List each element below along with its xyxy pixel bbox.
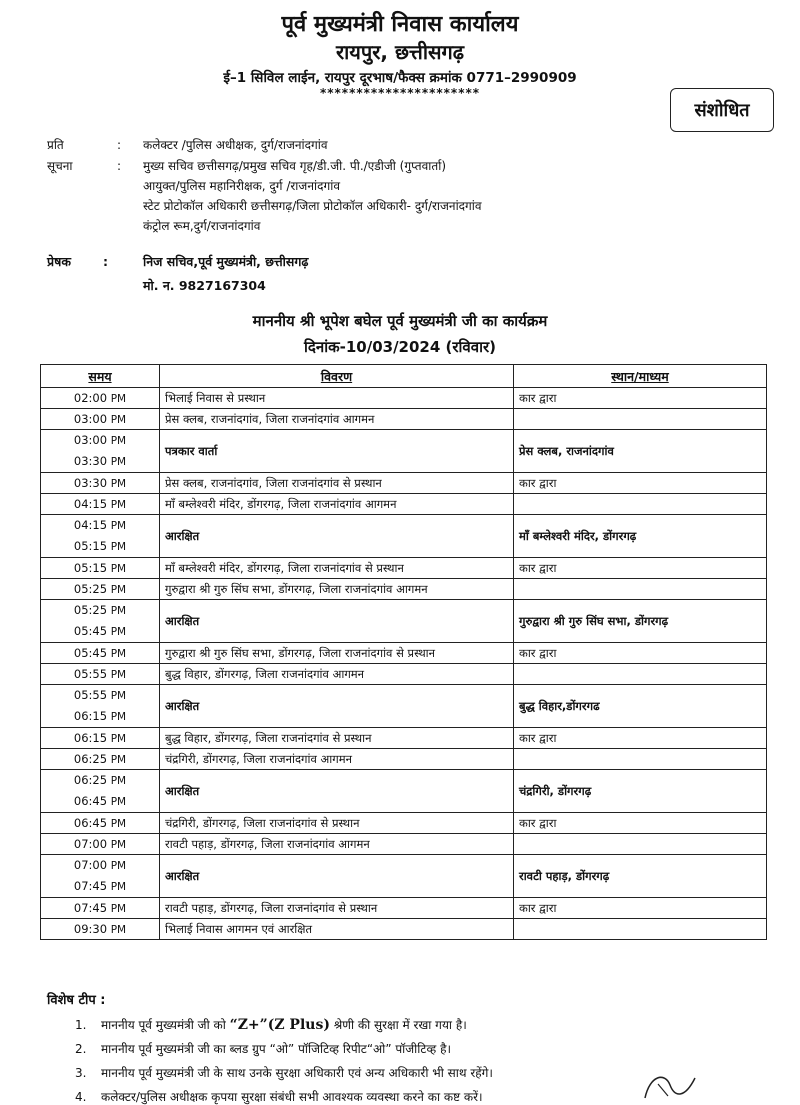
place-cell: गुरुद्वारा श्री गुरु सिंघ सभा, डोंगरगढ़ [514, 600, 767, 643]
time-period: PM [110, 881, 127, 893]
time-period: PM [110, 796, 127, 808]
revised-stamp: संशोधित [670, 88, 774, 132]
note-text: श्रेणी की सुरक्षा में रखा गया है। [329, 1018, 467, 1032]
place-cell: कार द्वारा [514, 473, 767, 494]
place-cell: कार द्वारा [514, 728, 767, 749]
time-value: 06:15 [73, 709, 108, 723]
table-row [41, 834, 767, 855]
time-cell [41, 388, 160, 409]
table-row [41, 919, 767, 940]
note-text: माननीय पूर्व मुख्यमंत्री जी का ब्लड ग्रुप “ओ” पॉजिटिव्ह रिपीट“ओ” पॉजीटिव्ह है। [101, 1042, 452, 1056]
time-period: PM [110, 605, 127, 617]
time-cell [41, 600, 160, 643]
note-item [75, 1064, 493, 1081]
time-cell [41, 749, 160, 770]
table-row [41, 770, 767, 813]
time-cell [41, 515, 160, 558]
time-period: PM [110, 626, 127, 638]
separator-stars: ********************** [319, 86, 481, 100]
details-cell: माँ बम्लेश्वरी मंदिर, डोंगरगढ़, जिला राजनांदगांव आगमन [160, 494, 514, 515]
place-cell: रावटी पहाड़, डोंगरगढ़ [514, 855, 767, 898]
table-row [41, 430, 767, 473]
table-row [41, 643, 767, 664]
time-period: PM [110, 478, 127, 490]
details-cell: आरक्षित [160, 515, 514, 558]
to-value: कलेक्टर /पुलिस अधीक्षक, दुर्ग/राजनांदगांव [143, 138, 328, 152]
place-cell [514, 409, 767, 430]
note-number: 4. [75, 1090, 87, 1104]
table-row [41, 855, 767, 898]
note-number: 2. [75, 1042, 87, 1056]
time-period: PM [110, 669, 127, 681]
details-cell: माँ बम्लेश्वरी मंदिर, डोंगरगढ़, जिला राजनांदगांव से प्रस्थान [160, 558, 514, 579]
notes-heading: विशेष टीप : [47, 993, 106, 1008]
time-period: PM [110, 754, 127, 766]
table-row [41, 579, 767, 600]
time-value: 07:00 [73, 837, 108, 851]
place-cell [514, 834, 767, 855]
time-period: PM [110, 733, 127, 745]
place-cell: कार द्वारा [514, 388, 767, 409]
time-cell [41, 834, 160, 855]
place-cell: माँ बम्लेश्वरी मंदिर, डोंगरगढ़ [514, 515, 767, 558]
col-header-time: समय [41, 365, 160, 388]
schedule-table [40, 364, 767, 940]
info-label: सूचना [47, 159, 73, 173]
details-cell: आरक्षित [160, 855, 514, 898]
place-cell: बुद्ध विहार,डोंगरगढ [514, 685, 767, 728]
time-value: 05:55 [73, 688, 108, 702]
table-row [41, 898, 767, 919]
note-number: 1. [75, 1018, 87, 1032]
time-cell [41, 558, 160, 579]
time-cell [41, 685, 160, 728]
time-value: 02:00 [73, 391, 108, 405]
place-cell [514, 664, 767, 685]
details-cell: आरक्षित [160, 770, 514, 813]
details-cell: पत्रकार वार्ता [160, 430, 514, 473]
place-cell: कार द्वारा [514, 898, 767, 919]
time-value: 05:45 [73, 624, 108, 638]
details-cell: भिलाई निवास से प्रस्थान [160, 388, 514, 409]
note-item [75, 1040, 451, 1057]
time-cell [41, 409, 160, 430]
details-cell: प्रेस क्लब, राजनांदगांव, जिला राजनांदगांव आगमन [160, 409, 514, 430]
place-cell [514, 749, 767, 770]
time-period: PM [110, 541, 127, 553]
note-emphasis: “Z+”(Z Plus) [229, 1017, 330, 1033]
note-text: माननीय पूर्व मुख्यमंत्री जी के साथ उनके सुरक्षा अधिकारी एवं अन्य अधिकारी भी साथ रहेंगे। [101, 1066, 493, 1080]
table-header-row [41, 365, 767, 388]
note-item [75, 1016, 467, 1033]
office-city: रायपुर, छत्तीसगढ़ [335, 40, 465, 64]
place-cell [514, 919, 767, 940]
office-title: पूर्व मुख्यमंत्री निवास कार्यालय [281, 12, 519, 37]
time-cell [41, 855, 160, 898]
sender-phone: मो. न. 9827167304 [143, 278, 266, 293]
info-line: स्टेट प्रोटोकॉल अधिकारी छत्तीसगढ़/जिला प्रोटोकॉल अधिकारी- दुर्ग/राजनांदगांव [143, 199, 482, 213]
time-period: PM [110, 648, 127, 660]
place-cell: कार द्वारा [514, 813, 767, 834]
info-line: आयुक्त/पुलिस महानिरीक्षक, दुर्ग /राजनांदगांव [143, 179, 340, 193]
table-row [41, 515, 767, 558]
time-value: 03:30 [73, 476, 108, 490]
time-cell [41, 664, 160, 685]
time-value: 05:25 [73, 603, 108, 617]
place-cell [514, 494, 767, 515]
table-row [41, 409, 767, 430]
time-cell [41, 494, 160, 515]
time-cell [41, 898, 160, 919]
time-value: 06:15 [73, 731, 108, 745]
details-cell: भिलाई निवास आगमन एवं आरक्षित [160, 919, 514, 940]
details-cell: आरक्षित [160, 685, 514, 728]
time-value: 03:00 [73, 412, 108, 426]
table-row [41, 813, 767, 834]
time-period: PM [110, 924, 127, 936]
details-cell: चंद्रगिरी, डोंगरगढ़, जिला राजनांदगांव से प्रस्थान [160, 813, 514, 834]
table-row [41, 494, 767, 515]
place-cell: प्रेस क्लब, राजनांदगांव [514, 430, 767, 473]
time-value: 06:25 [73, 773, 108, 787]
time-value: 06:45 [73, 816, 108, 830]
table-row [41, 685, 767, 728]
table-row [41, 558, 767, 579]
time-period: PM [110, 563, 127, 575]
time-value: 05:55 [73, 667, 108, 681]
time-period: PM [110, 520, 127, 532]
time-cell [41, 579, 160, 600]
col-header-details: विवरण [160, 365, 514, 388]
note-text: कलेक्टर/पुलिस अधीक्षक कृपया सुरक्षा संबंधी सभी आवश्यक व्यवस्था करने का कष्ट करें। [101, 1090, 483, 1104]
time-value: 07:00 [73, 858, 108, 872]
time-period: PM [110, 860, 127, 872]
time-value: 03:00 [73, 433, 108, 447]
details-cell: प्रेस क्लब, राजनांदगांव, जिला राजनांदगांव से प्रस्थान [160, 473, 514, 494]
table-row [41, 600, 767, 643]
details-cell: चंद्रगिरी, डोंगरगढ़, जिला राजनांदगांव आगमन [160, 749, 514, 770]
office-address: ई–1 सिविल लाईन, रायपुर दूरभाष/फैक्स क्रमांक 0771–2990909 [223, 70, 577, 86]
table-row [41, 664, 767, 685]
time-cell [41, 430, 160, 473]
time-period: PM [110, 690, 127, 702]
to-colon: : [117, 138, 122, 152]
time-period: PM [110, 584, 127, 596]
time-period: PM [110, 818, 127, 830]
place-cell: कार द्वारा [514, 558, 767, 579]
time-period: PM [110, 839, 127, 851]
place-cell: कार द्वारा [514, 643, 767, 664]
col-header-place: स्थान/माध्यम [514, 365, 767, 388]
time-value: 06:25 [73, 752, 108, 766]
sender-name: निज सचिव,पूर्व मुख्यमंत्री, छत्तीसगढ़ [143, 254, 309, 269]
info-colon: : [117, 159, 122, 173]
time-period: PM [110, 775, 127, 787]
info-line: कंट्रोल रूम,दुर्ग/राजनांदगांव [143, 219, 261, 233]
table-row [41, 749, 767, 770]
note-text: माननीय पूर्व मुख्यमंत्री जी को [101, 1018, 230, 1032]
details-cell: बुद्ध विहार, डोंगरगढ़, जिला राजनांदगांव आगमन [160, 664, 514, 685]
details-cell: गुरुद्वारा श्री गुरु सिंघ सभा, डोंगरगढ़, जिला राजनांदगांव आगमन [160, 579, 514, 600]
place-cell [514, 579, 767, 600]
time-value: 05:15 [73, 539, 108, 553]
note-number: 3. [75, 1066, 87, 1080]
table-row [41, 728, 767, 749]
details-cell: गुरुद्वारा श्री गुरु सिंघ सभा, डोंगरगढ़, जिला राजनांदगांव से प्रस्थान [160, 643, 514, 664]
time-period: PM [110, 711, 127, 723]
note-item [75, 1088, 483, 1105]
time-period: PM [110, 456, 127, 468]
time-cell [41, 728, 160, 749]
details-cell: रावटी पहाड़, डोंगरगढ़, जिला राजनांदगांव आगमन [160, 834, 514, 855]
info-line: मुख्य सचिव छत्तीसगढ़/प्रमुख सचिव गृह/डी.जी. पी./एडीजी (गुप्तवार्ता) [143, 159, 447, 173]
sender-label: प्रेषक [47, 254, 71, 269]
details-cell: रावटी पहाड़, डोंगरगढ़, जिला राजनांदगांव से प्रस्थान [160, 898, 514, 919]
place-cell: चंद्रगिरी, डोंगरगढ़ [514, 770, 767, 813]
time-cell [41, 813, 160, 834]
time-period: PM [110, 903, 127, 915]
time-value: 05:45 [73, 646, 108, 660]
time-value: 05:25 [73, 582, 108, 596]
time-value: 04:15 [73, 518, 108, 532]
time-period: PM [110, 499, 127, 511]
schedule-body [41, 388, 767, 940]
time-value: 07:45 [73, 879, 108, 893]
table-row [41, 388, 767, 409]
time-cell [41, 643, 160, 664]
table-row [41, 473, 767, 494]
program-date: दिनांक-10/03/2024 (रविवार) [304, 338, 496, 356]
time-period: PM [110, 393, 127, 405]
time-cell [41, 919, 160, 940]
time-period: PM [110, 435, 127, 447]
to-label: प्रति [47, 138, 64, 152]
time-period: PM [110, 414, 127, 426]
details-cell: आरक्षित [160, 600, 514, 643]
time-value: 06:45 [73, 794, 108, 808]
program-title: माननीय श्री भूपेश बघेल पूर्व मुख्यमंत्री जी का कार्यक्रम [252, 312, 548, 330]
time-value: 04:15 [73, 497, 108, 511]
details-cell: बुद्ध विहार, डोंगरगढ़, जिला राजनांदगांव से प्रस्थान [160, 728, 514, 749]
time-value: 09:30 [73, 922, 108, 936]
time-cell [41, 473, 160, 494]
time-value: 05:15 [73, 561, 108, 575]
time-cell [41, 770, 160, 813]
time-value: 07:45 [73, 901, 108, 915]
time-value: 03:30 [73, 454, 108, 468]
sender-colon: : [103, 254, 108, 269]
signature-mark [640, 1070, 700, 1100]
